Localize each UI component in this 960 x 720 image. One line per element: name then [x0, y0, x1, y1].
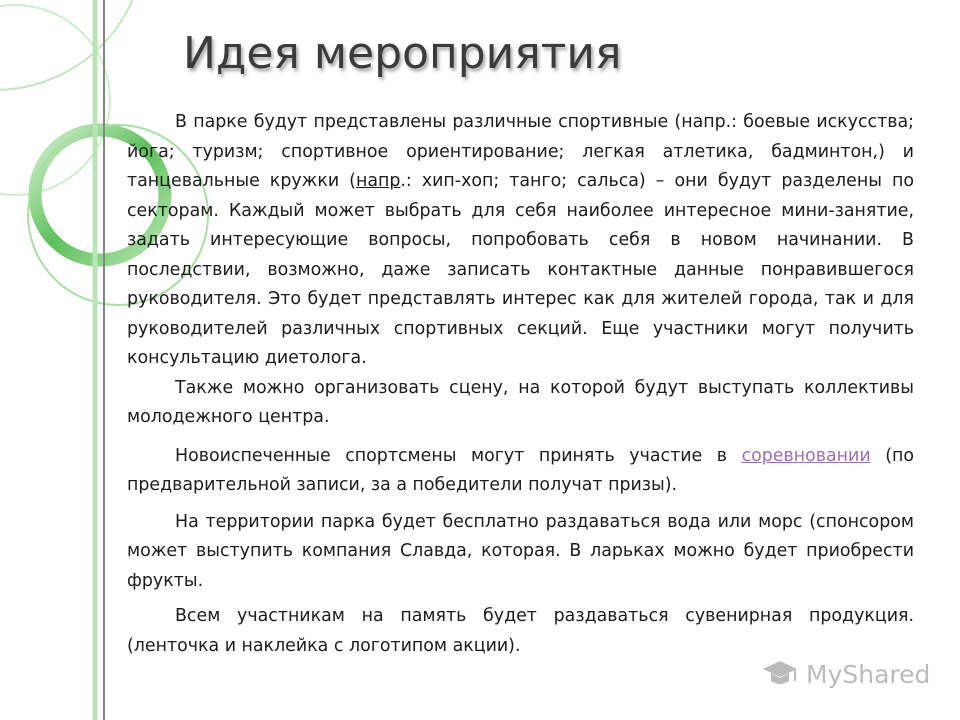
paragraph-stage [127, 374, 914, 433]
text-segment: На территории парка будет бесплатно раздаваться вода или морс (спонсором может выступить компания Славда, которая. В ларьках можно будет приобрести фрукты. [127, 511, 914, 591]
text-segment: (по предварительной записи, за а победители получат призы). [127, 445, 914, 495]
watermark [762, 654, 930, 694]
text-segment: В парке будут представлены различные спортивные (напр.: боевые искусства; йога; туризм; спортивное ориентирование; легкая атлетика, бадминтон,) и танцевальные кружки ( [127, 112, 914, 191]
paragraph-competition [127, 442, 914, 501]
text-segment: Также можно организовать сцену, на которой будут выступать коллективы молодежного центра. [127, 377, 914, 427]
paragraph-sports-sections [127, 108, 914, 374]
watermark-text: MyShared [806, 659, 931, 689]
slide-title: Идея мероприятия [183, 28, 622, 79]
text-segment: Всем участникам на память будет раздаваться сувенирная продукция. (ленточка и наклейка с логотипом акции). [127, 606, 914, 656]
slide-body [127, 108, 914, 661]
mortarboard-icon [762, 658, 798, 690]
text-segment: Новоиспеченные спортсмены могут принять участие в [175, 445, 742, 466]
decor-circle-top [0, 0, 145, 90]
paragraph-souvenirs [127, 602, 914, 661]
underlined-abbreviation: напр [355, 171, 401, 191]
paragraph-drinks [127, 508, 914, 597]
competition-link[interactable]: соревновании [741, 445, 871, 466]
text-segment: .: хип-хоп; танго; сальса) – они будут разделены по секторам. Каждый может выбрать для себя наиболее интересное мини-занятие, задать интересующие вопросы, попробовать себя в новом начинании. В последствии, возможно, даже записать контактные данные понравившегося руководителя. Это будет представлять интерес как для жителей города, так и для руководителей различных спортивных секций. Еще участники могут получить консультацию диетолога. [127, 171, 914, 368]
